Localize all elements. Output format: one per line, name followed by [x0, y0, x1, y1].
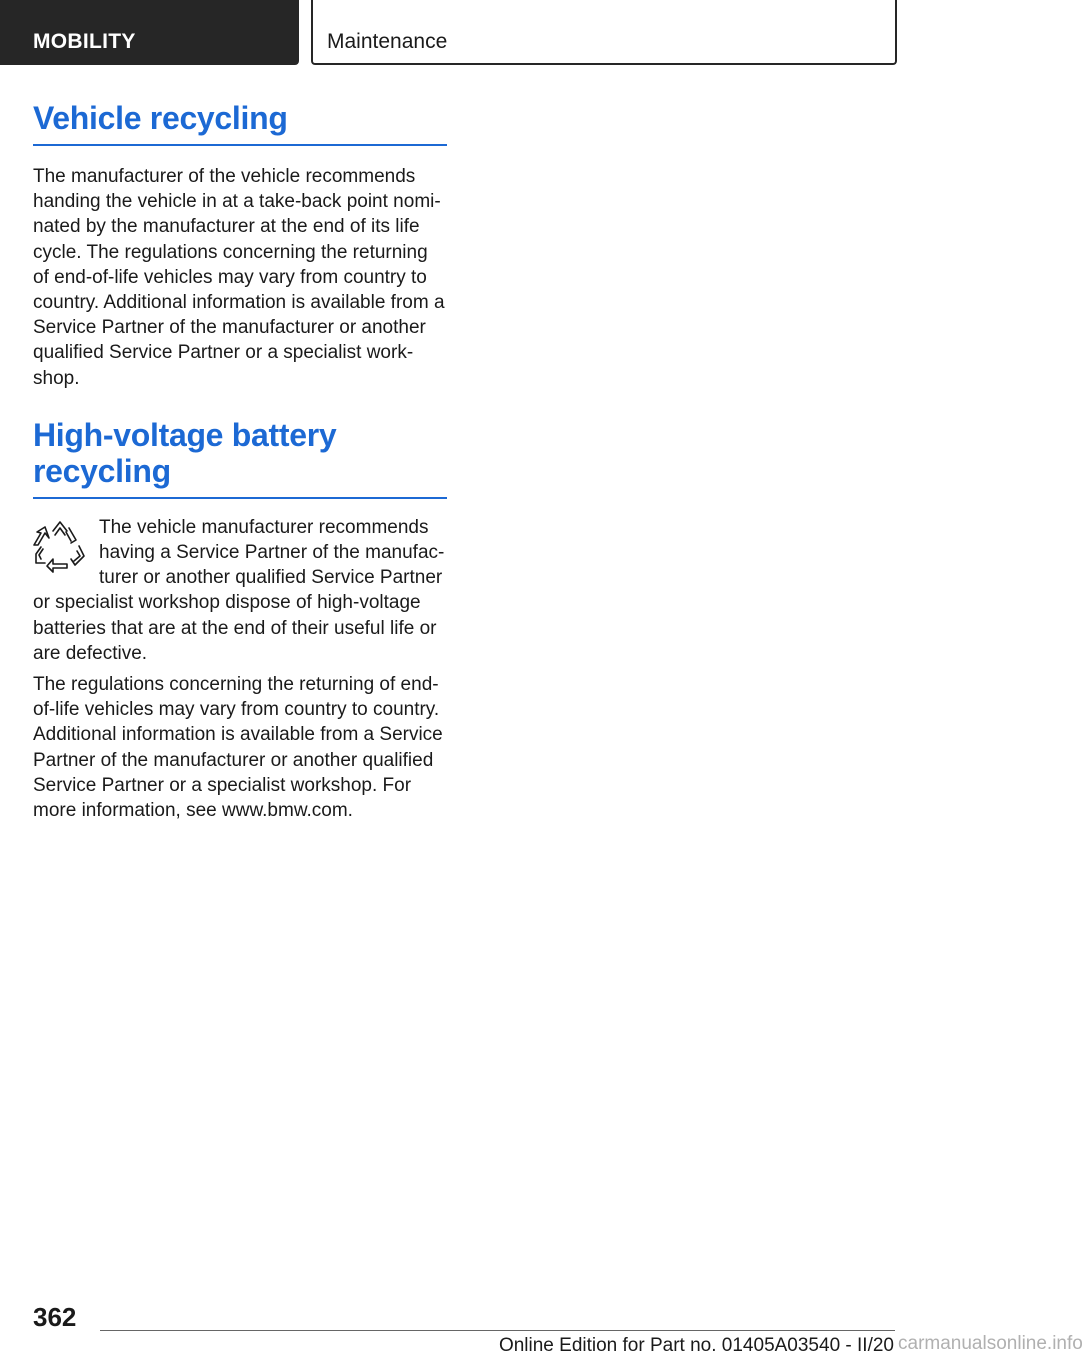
paragraph-battery-regulations: The regulations concerning the returning of end-of-life vehicles may vary from country to country. Additional information is available from a Service Partner of the manufacturer or another qualified Service Partner or a specialist workshop. For more information, see www.bmw.com.: [33, 674, 443, 822]
page-number: 362: [33, 1302, 77, 1332]
header-section-label: MOBILITY: [33, 30, 136, 53]
watermark: carmanualsonline.info: [898, 1333, 1083, 1354]
header-section-tab: [0, 0, 299, 65]
heading-battery-recycling: High-voltage battery recycling: [33, 417, 447, 499]
paragraph-battery-intro: The vehicle manufacturer recommends having a Service Partner of the manufac-turer or another qualified Service Partner or specialist workshop dispose of high-voltage batteries that are at the end of their useful life or are defective.: [33, 516, 445, 664]
heading-vehicle-recycling: Vehicle recycling: [33, 100, 447, 146]
page-content: [33, 100, 447, 823]
footer-divider: [100, 1330, 895, 1331]
battery-recycling-intro: [33, 515, 447, 666]
footer-edition: Online Edition for Part no. 01405A03540 - II/20: [498, 1335, 894, 1356]
header-chapter-tab: [311, 0, 897, 65]
recycling-icon: [33, 519, 87, 573]
header-chapter-label: Maintenance: [327, 30, 448, 53]
paragraph-vehicle-recycling: The manufacturer of the vehicle recommends handing the vehicle in at a take-back point nomi-nated by the manufacturer at the end of its life cycle. The regulations concerning the returning of end-of-life vehicles may vary from country to country. Additional information is available from a Service Partner of the manufacturer or another qualified Service Partner or a specialist work-shop.: [33, 166, 445, 389]
